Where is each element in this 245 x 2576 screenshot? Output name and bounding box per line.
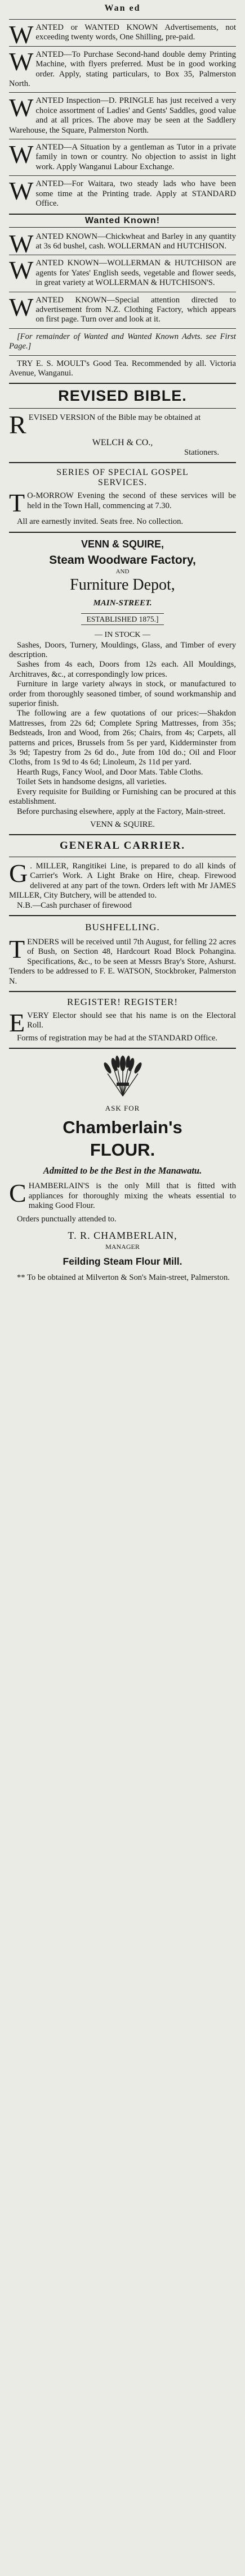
divider	[9, 46, 236, 47]
drop-cap: T	[9, 488, 25, 518]
ad-text: ANTED—To Purchase Second-hand double demy Printing Machine, with flyers preferred. Must be in good working order. Apply, stating particulars, to Box 35, Palmerston North.	[9, 49, 236, 89]
ad-text: ANTED—A Situation by a gentleman as Tutor in a private family in town or country. No objection to assist in light work. Apply Wanganui Labour Exchange.	[35, 143, 236, 171]
venn-para: Toilet Sets in handsome designs, all varieties.	[17, 777, 167, 787]
divider	[9, 175, 236, 176]
drop-cap: W	[9, 176, 34, 206]
divider	[9, 227, 236, 228]
services-ad	[9, 488, 236, 518]
chamberlain-ad	[9, 1181, 236, 1211]
ad-text: HAMBERLAIN'S is the only Mill that is fitted with appliances for thoroughly mixing the wheats essential to making Good Flour.	[28, 1181, 236, 1211]
established-label: ESTABLISHED 1875.]	[81, 613, 164, 625]
ad-text: EVISED VERSION of the Bible may be obtained at	[28, 413, 201, 423]
divider	[9, 355, 236, 356]
venn-and: AND	[115, 568, 130, 575]
venn-subtitle: Steam Woodware Factory,	[49, 553, 196, 567]
column-heading: Wan ed	[104, 3, 141, 13]
instock-label: — IN STOCK —	[95, 630, 150, 639]
chamberlain-owner: T. R. CHAMBERLAIN,	[68, 1230, 177, 1241]
services-title: SERIES OF SPECIAL GOSPEL	[56, 468, 189, 478]
chamberlain-tagline: Admitted to be the Best in the Manawatu.	[43, 1165, 202, 1176]
wanted-known-ad	[9, 256, 236, 288]
ad-text: VERY Elector should see that his name is on the Electoral Roll.	[27, 1011, 236, 1030]
venn-para: The following are a few quotations of our prices:—Shakdon Mattresses, from 22s 6d; Complete Spring Mattresses, from 35s; Bedsteads, Iron and Wood, from 26s; Chairs, from 4s; Carpets, all patterns and prices, Brussels from 5s per yard, Kidderminster from 3s 9d; Tapestry from 2s 6d do., Jute from 10d do.; Oil and Floor Cloths, from 1s 9d to 4s 6d; Linoleum, 2s 11d per yard.	[9, 709, 236, 767]
chamberlain-role: MANAGER	[105, 1243, 140, 1251]
venn-para: Every requisite for Building or Furnishing can be procured at this establishment.	[9, 787, 236, 807]
divider	[9, 1048, 236, 1049]
ad-text: ANTED or WANTED KNOWN Advertisements, not exceeding twenty words, One Shilling, pre-paid.	[35, 23, 236, 42]
wanted-ad	[9, 93, 236, 135]
divider	[9, 408, 236, 409]
newspaper-column	[9, 0, 236, 1283]
venn-signoff: VENN & SQUIRE.	[90, 820, 155, 829]
divider	[9, 991, 236, 992]
ad-text: . MILLER, Rangitikei Line, is prepared to do all kinds of Carrier's Work. A Light Brake on Hire, cheap. Firewood delivered at any part of the town. Orders left with Mr JAMES MILLER, City Butchery, will be attended to.	[9, 861, 236, 900]
stock-list: Sashes, Doors, Turnery, Mouldings, Glass, and Timber of every description.	[9, 640, 236, 659]
register-ad	[9, 1008, 236, 1037]
drop-cap: R	[9, 410, 26, 440]
chamberlain-askfor: ASK FOR	[105, 1104, 140, 1113]
drop-cap: W	[9, 229, 34, 258]
drop-cap: W	[9, 20, 34, 49]
bible-seller: WELCH & CO.,	[92, 438, 153, 448]
venn-title: VENN & SQUIRE,	[81, 538, 164, 550]
drop-cap: W	[9, 93, 34, 123]
wanted-known-heading: Wanted Known!	[84, 215, 161, 225]
venn-depot: Furniture Depot,	[70, 576, 175, 594]
wanted-ad	[9, 140, 236, 172]
chamberlain-flour: FLOUR.	[90, 1140, 155, 1160]
wanted-ad	[9, 20, 236, 49]
ad-text: ANTED KNOWN—Special attention directed to advertisement from N.Z. Clothing Factory, which appears on first page. Turn over and look at it.	[35, 295, 236, 324]
remainder-note: [For remainder of Wanted and Wanted Known Advts. see First Page.]	[9, 332, 236, 351]
ad-text: ENDERS will be received until 7th August, for felling 22 acres of Bush, on Section 48, Hardcourt Road Block Pohangina. Specifications, &c., to be seen at Messrs Bray's Store, Ashurst. Tenders to be addressed to F. E. WATSON, Stockbroker, Palmerston N.	[9, 937, 236, 986]
venn-established	[9, 612, 236, 627]
bushfelling-title: BUSHFELLING.	[85, 921, 160, 932]
services-subtitle: SERVICES.	[97, 478, 148, 488]
wanted-known-ad	[9, 292, 236, 325]
bushfelling-ad	[9, 934, 236, 986]
divider	[9, 532, 236, 533]
ad-text: ANTED KNOWN—Chickwheat and Barley in any quantity at 3s 6d bushel, cash. WOLLERMAN and HUTCHISON.	[35, 232, 236, 251]
ad-text: O-MORROW Evening the second of these services will be held in the Town Hall, commencing at 7.30.	[27, 491, 236, 510]
moult-ad: TRY E. S. MOULT's Good Tea. Recommended by all. Victoria Avenue, Wanganui.	[9, 359, 236, 378]
drop-cap: G	[9, 858, 28, 888]
divider	[9, 328, 236, 329]
divider	[9, 19, 236, 20]
carrier-title: GENERAL CARRIER.	[59, 839, 186, 852]
ad-text: ANTED KNOWN—WOLLERMAN & HUTCHISON are agents for Yates' English seeds, vegetable and flower seeds, in great variety at WOLLERMAN & HUTCHISON'S.	[35, 259, 236, 288]
drop-cap: T	[9, 934, 25, 963]
drop-cap: C	[9, 1179, 26, 1208]
venn-street: MAIN-STREET.	[93, 598, 152, 608]
chamberlain-name: Chamberlain's	[63, 1117, 182, 1138]
bible-seller-type: Stationers.	[184, 447, 219, 457]
venn-para: Furniture in large variety always in stock, or manufactured to order from thoroughly seasoned timber, of sound workmanship and superior finish.	[9, 680, 236, 709]
wanted-known-ad	[9, 229, 236, 258]
drop-cap: W	[9, 292, 34, 322]
divider	[9, 214, 236, 215]
drop-cap: W	[9, 140, 34, 169]
chamberlain-footer: ** To be obtained at Milverton & Son's Main-street, Palmerston.	[17, 1273, 230, 1282]
drop-cap: E	[9, 1008, 25, 1037]
ad-text: ANTED Inspection—D. PRINGLE has just received a very choice assortment of Ladies' and Gents' Saddles, good value and at all prices. The above may be seen at the Saddlery Warehouse, the Square, Palmerston North.	[9, 96, 236, 135]
ad-text: ANTED—For Waitara, two steady lads who have been some time at the Printing trade. Apply at STANDARD Office.	[35, 179, 236, 209]
divider	[9, 383, 236, 384]
chamberlain-orders: Orders punctually attended to.	[17, 1214, 117, 1224]
divider	[9, 834, 236, 835]
wheat-sheaf-emblem	[9, 1053, 236, 1097]
venn-para: Before purchasing elsewhere, apply at the Factory, Main-street.	[17, 807, 226, 816]
divider	[9, 462, 236, 463]
services-invite: All are earnestly invited. Seats free. No collection.	[17, 517, 184, 527]
carrier-ad	[9, 858, 236, 901]
register-title: REGISTER! REGISTER!	[66, 996, 179, 1007]
wanted-ad	[9, 176, 236, 209]
venn-para: Hearth Rugs, Fancy Wool, and Door Mats. Table Cloths.	[17, 767, 203, 777]
bible-ad	[9, 410, 236, 440]
wanted-ad	[9, 47, 236, 89]
register-forms: Forms of registration may be had at the STANDARD Office.	[17, 1033, 218, 1043]
venn-para: Sashes from 4s each, Doors from 12s each. All Mouldings, Architraves, &c., at correspondingly low prices.	[9, 660, 236, 679]
carrier-note: N.B.—Cash purchaser of firewood	[17, 900, 132, 910]
bible-title: REVISED BIBLE.	[58, 387, 187, 405]
divider	[9, 92, 236, 93]
drop-cap: W	[9, 256, 34, 285]
divider	[9, 915, 236, 916]
chamberlain-mill: Feilding Steam Flour Mill.	[63, 1256, 182, 1267]
wheat-sheaf-icon	[97, 1053, 148, 1097]
drop-cap: W	[9, 47, 34, 76]
